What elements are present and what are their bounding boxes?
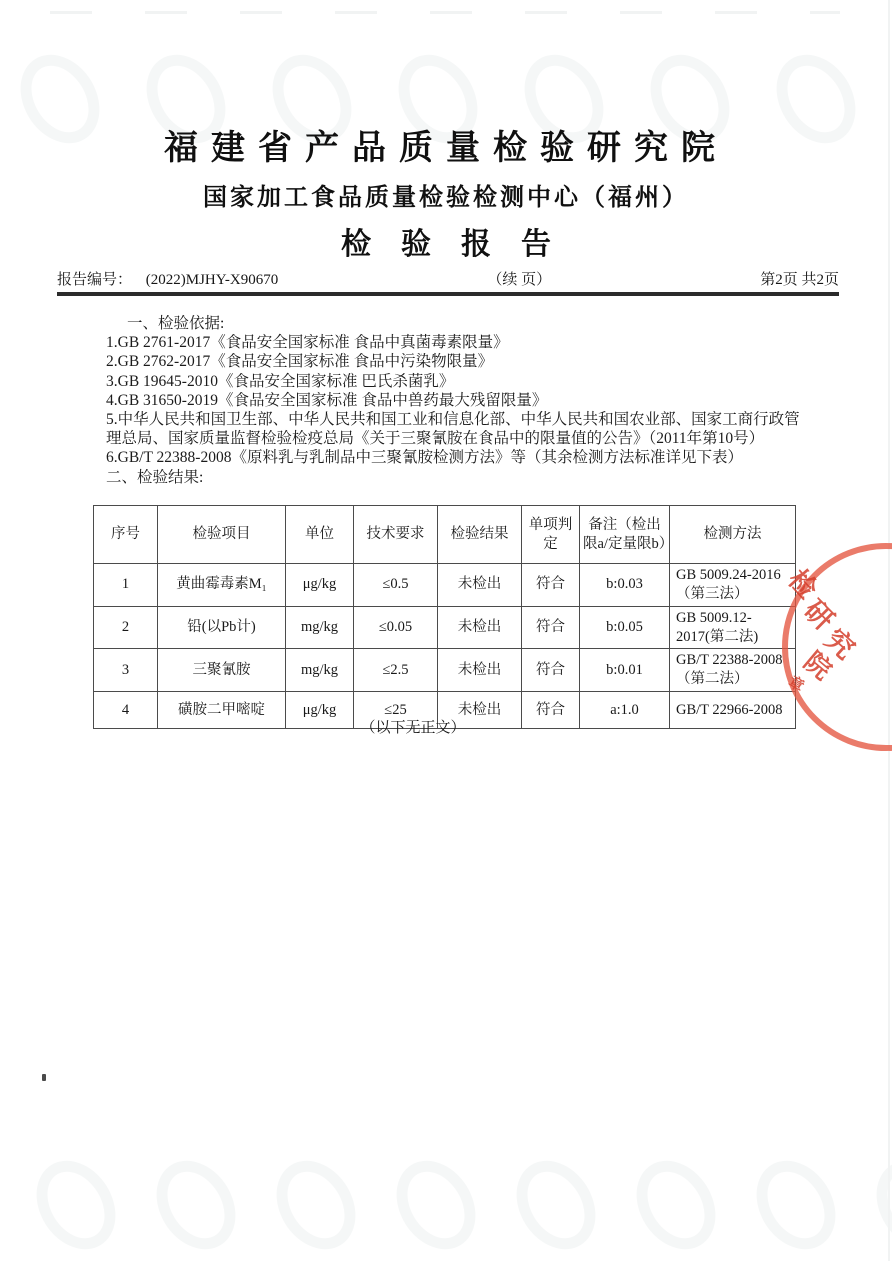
table-cell: 符合 [522,649,580,692]
standard-item: 1.GB 2761-2017《食品安全国家标准 食品中真菌毒素限量》 [106,334,509,352]
report-no-label: 报告编号： [57,272,133,288]
table-cell: GB 5009.24-2016（第三法） [670,564,796,607]
scan-speck-row [50,11,840,14]
standard-item: 4.GB 31650-2019《食品安全国家标准 食品中兽药最大残留限量》 [106,391,548,409]
standard-item: 6.GB/T 22388-2008《原料乳与乳制品中三聚氰胺检测方法》等（其余检测方法标准详见下表） [106,449,743,467]
table-cell: 符合 [522,692,580,729]
column-header-item: 检验项目 [158,506,286,564]
table-cell: mg/kg [286,606,354,649]
results-table [93,505,796,729]
watermark-mark [501,1146,612,1261]
watermark-mark [261,1146,372,1261]
watermark-mark [621,1146,732,1261]
table-cell: b:0.03 [580,564,670,607]
page-number: 第2页 共2页 [760,272,839,288]
table-cell: 未检出 [438,564,522,607]
report-no-value: (2022)MJHY-X90670 [145,272,279,288]
report-meta-line [57,268,839,289]
table-cell: ≤2.5 [354,649,438,692]
table-cell: 未检出 [438,649,522,692]
table-row [94,649,796,692]
table-row [94,606,796,649]
column-header-remark: 备注（检出限a/定量限b） [580,506,670,564]
center-subtitle: 国家加工食品质量检验检测中心（福州） [203,185,689,211]
table-cell: 4 [94,692,158,729]
column-header-judgement: 单项判定 [522,506,580,564]
column-header-result: 检验结果 [438,506,522,564]
table-cell: μg/kg [286,564,354,607]
table-cell: b:0.01 [580,649,670,692]
standard-item: 5.中华人民共和国卫生部、中华人民共和国工业和信息化部、中华人民共和国农业部、国家工商行政管理总局、国家质量监督检验检疫总局《关于三聚氰胺在食品中的限量值的公告》（2011年第10号） [106,411,800,448]
table-cell: mg/kg [286,649,354,692]
table-cell: GB/T 22388-2008（第二法） [670,649,796,692]
column-header-method: 检测方法 [670,506,796,564]
institute-title: 福建省产品质量检验研究院 [164,130,728,167]
table-cell: 三聚氰胺 [158,649,286,692]
table-cell: b:0.05 [580,606,670,649]
table-cell: 3 [94,649,158,692]
table-cell: 磺胺二甲嘧啶 [158,692,286,729]
continuation-note: （续 页） [487,272,552,288]
column-header-seq: 序号 [94,506,158,564]
standard-item: 3.GB 19645-2010《食品安全国家标准 巴氏杀菌乳》 [106,372,455,390]
table-cell: 未检出 [438,692,522,729]
table-cell: 符合 [522,564,580,607]
table-cell: GB/T 22966-2008 [670,692,796,729]
inspection-basis-heading: 一、检验依据: [127,315,225,332]
standard-item: 2.GB 2762-2017《食品安全国家标准 食品中污染物限量》 [106,353,494,371]
table-cell: 1 [94,564,158,607]
end-of-text-note: （以下无正文） [360,720,466,736]
watermark-mark [141,1146,252,1261]
table-cell: 符合 [522,606,580,649]
seal-character: 研 [797,594,840,637]
table-cell: 2 [94,606,158,649]
inspection-results-heading: 二、检验结果: [106,468,204,486]
table-header-row [94,506,796,564]
table-cell: 黄曲霉毒素M₁ [158,564,286,607]
seal-character: 检 [782,564,823,605]
seal-character: 究 [818,623,861,666]
watermark-mark [21,1146,132,1261]
report-body [106,314,800,487]
table-cell: GB 5009.12-2017(第二法) [670,606,796,649]
watermark-row-bottom [40,1158,892,1252]
header-divider-rule [57,292,839,296]
table-cell: ≤0.05 [354,606,438,649]
table-cell: a:1.0 [580,692,670,729]
table-cell: μg/kg [286,692,354,729]
watermark-mark [741,1146,852,1261]
table-row [94,564,796,607]
column-header-requirement: 技术要求 [354,506,438,564]
column-header-unit: 单位 [286,506,354,564]
table-cell: ≤0.5 [354,564,438,607]
table-cell: 铅(以Pb计) [158,606,286,649]
watermark-mark [381,1146,492,1261]
table-cell: ≤25 [354,692,438,729]
scan-artifact [42,1074,46,1081]
seal-character: 章 [785,674,807,696]
report-title: 检验报告 [341,228,581,261]
report-no-group [57,268,278,289]
table-cell: 未检出 [438,606,522,649]
seal-character: 院 [798,646,838,686]
